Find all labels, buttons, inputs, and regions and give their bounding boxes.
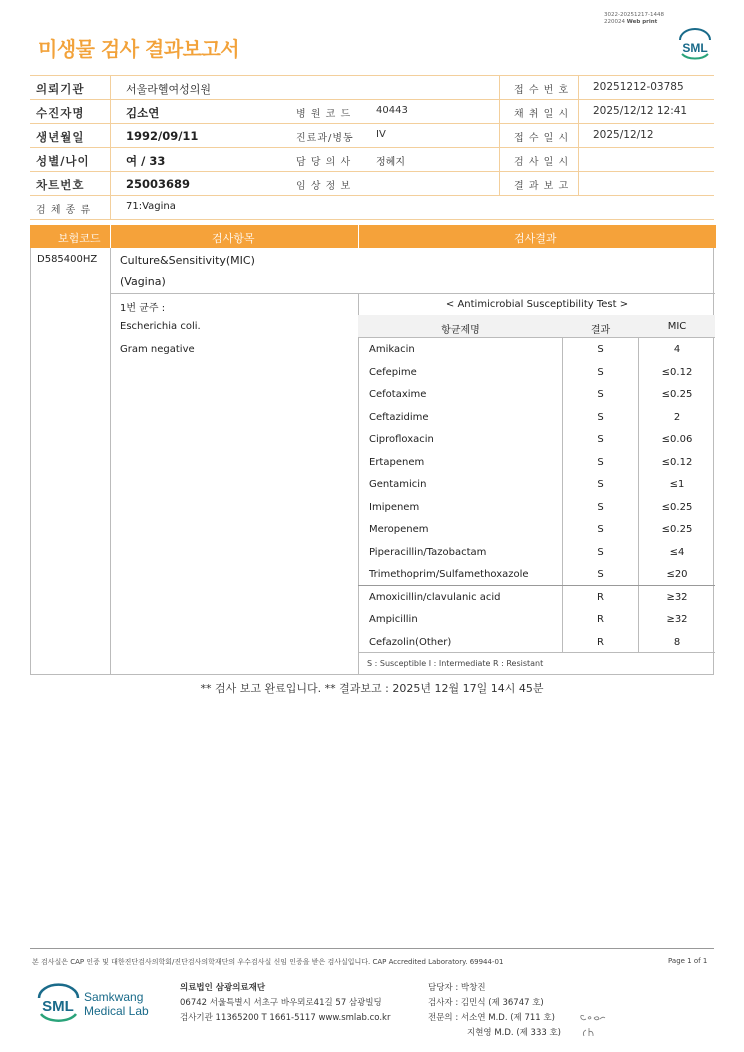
client-label: 의뢰기관 (36, 82, 85, 96)
head-test-result: 검사결과 (514, 232, 557, 245)
logo-line2: Medical Lab (84, 1004, 149, 1018)
organism-name: Escherichia coli. (120, 321, 201, 332)
drug-name: Cefazolin(Other) (369, 636, 452, 648)
report-label: 결 과 보 고 (514, 181, 570, 192)
patient-label: 수진자명 (36, 106, 85, 120)
drug-result: R (597, 591, 604, 603)
dob-label: 생년월일 (36, 130, 85, 144)
patient-info-table (30, 75, 714, 220)
doctor-label: 담 당 의 사 (296, 157, 352, 168)
drug-mic: ≤1 (669, 479, 685, 490)
drug-mic: ≤0.25 (661, 389, 693, 400)
drug-name: Ceftazidime (369, 411, 429, 423)
logo-line1: Samkwang (84, 990, 144, 1004)
drug-row (359, 586, 715, 609)
drug-mic: ≥32 (666, 614, 688, 625)
drug-result: S (597, 344, 604, 355)
sml-logo-icon (676, 28, 714, 60)
page-title: 미생물 검사 결과보고서 (38, 37, 240, 61)
staff-specialist1: 전문의 : 서소연 M.D. (제 711 호) (428, 1013, 555, 1023)
doctor-value: 정혜지 (376, 157, 405, 168)
cap-accreditation-text: 본 검사실은 CAP 인증 및 대한진단검사의학회/진단검사의학재단의 우수검사실 신임 인증을 받은 검사실입니다. CAP Accredited Laboratory. 69944-01 (32, 958, 504, 966)
drug-name: Ampicillin (369, 614, 418, 625)
doc-code-line1: 3022-20251217-1448 (604, 12, 664, 18)
chart-label: 차트번호 (36, 178, 85, 192)
org-name: 의료법인 삼광의료재단 (180, 983, 266, 993)
drug-row (359, 608, 715, 631)
received-label: 접 수 일 시 (514, 133, 570, 144)
col-mic-header: MIC (667, 321, 687, 332)
drug-result: S (597, 501, 604, 513)
dept-value: IV (376, 129, 386, 140)
drug-mic: ≤0.25 (661, 501, 693, 513)
test-item-specimen: (Vagina) (120, 275, 166, 288)
samkwang-logo-icon (36, 980, 156, 1026)
drug-result: S (597, 479, 604, 490)
hospital-code-value: 40443 (376, 105, 408, 116)
drug-result: S (597, 456, 604, 468)
info-row-chart (30, 172, 714, 196)
drug-row (359, 473, 715, 496)
drug-row (359, 428, 715, 451)
drug-row (359, 451, 715, 474)
drug-name: Amikacin (369, 344, 415, 355)
organization-info (180, 981, 390, 1026)
drug-row (359, 631, 715, 654)
drug-result: S (597, 411, 604, 423)
head-test-item: 검사항목 (212, 232, 255, 245)
gram-stain: Gram negative (120, 344, 195, 355)
drug-result: S (597, 524, 604, 535)
dob-value: 1992/09/11 (126, 129, 199, 143)
document-code (604, 12, 664, 26)
result-table-header (30, 225, 716, 248)
drug-name: Cefotaxime (369, 389, 427, 400)
drug-mic: 8 (673, 636, 681, 648)
receipt-no-label: 접 수 번 호 (514, 85, 570, 96)
footer-divider (30, 948, 714, 949)
staff-info (428, 981, 561, 1041)
logo-sml-text: SML (42, 998, 74, 1015)
drug-result: R (597, 614, 604, 625)
info-row-specimen (30, 196, 714, 220)
drug-name: Ciprofloxacin (369, 434, 434, 445)
test-item-name: Culture&Sensitivity(MIC) (120, 254, 255, 267)
drug-name: Cefepime (369, 366, 417, 378)
drug-name: Amoxicillin/clavulanic acid (369, 591, 501, 603)
hospital-code-label: 병 원 코 드 (296, 109, 352, 120)
info-row-sex-age (30, 148, 714, 172)
received-value: 2025/12/12 (593, 129, 654, 141)
patient-value: 김소연 (126, 106, 160, 120)
drug-result: S (597, 434, 604, 445)
drug-result: S (597, 546, 604, 558)
drug-row (359, 361, 715, 384)
web-print-tag: Web print (626, 19, 658, 25)
drug-mic: ≤0.06 (661, 434, 693, 445)
drug-name: Piperacillin/Tazobactam (369, 546, 487, 558)
drug-mic: ≤20 (666, 569, 688, 580)
drug-row (359, 496, 715, 519)
drug-row (359, 518, 715, 541)
col-result-header: 결과 (590, 325, 611, 336)
col-drug-header: 항균제명 (441, 325, 480, 336)
staff-tester: 검사자 : 김민식 (제 36747 호) (428, 998, 544, 1008)
page-number: Page 1 of 1 (668, 957, 708, 965)
drug-result: S (597, 569, 604, 580)
drug-name: Trimethoprim/Sulfamethoxazole (369, 569, 529, 580)
test-date-label: 검 사 일 시 (514, 157, 570, 168)
result-table (30, 225, 714, 675)
org-address: 06742 서울특별시 서초구 바우뫼로41길 57 삼광빌딩 (180, 998, 382, 1008)
dept-label: 진료과/병동 (296, 133, 354, 144)
drug-mic: 2 (673, 411, 681, 423)
receipt-no-value: 20251212-03785 (593, 81, 684, 93)
drug-name: Imipenem (369, 501, 420, 513)
sex-age-value: 여 / 33 (126, 154, 166, 168)
specimen-value: 71:Vagina (126, 201, 176, 212)
drug-mic: ≤0.12 (661, 456, 693, 468)
head-insurance-code: 보험코드 (58, 232, 101, 245)
drug-row (359, 338, 715, 361)
ast-title: < Antimicrobial Susceptibility Test > (445, 299, 629, 310)
staff-specialist2: 지현영 M.D. (제 333 호) (467, 1028, 562, 1038)
report-complete-note: ** 검사 보고 완료입니다. ** 결과보고 : 2025년 12월 17일 14시 45분 (200, 682, 544, 695)
susceptibility-legend: S : Susceptible I : Intermediate R : Resistant (367, 659, 544, 668)
org-contact: 검사기관 11365200 T 1661-5117 www.smlab.co.kr (180, 1013, 391, 1023)
drug-mic: ≤4 (669, 546, 685, 558)
drug-result: R (597, 636, 604, 648)
info-row-patient (30, 100, 714, 124)
info-row-dob (30, 124, 714, 148)
chart-value: 25003689 (126, 177, 191, 191)
drug-row (359, 541, 715, 564)
drug-mic: ≤0.25 (661, 524, 693, 535)
doc-code-number: 220024 (604, 19, 625, 25)
drug-row (359, 406, 715, 429)
client-value: 서울라헬여성의원 (126, 83, 212, 96)
info-row-client (30, 76, 714, 100)
drug-name: Ertapenem (369, 456, 425, 468)
staff-manager: 담당자 : 박창진 (428, 983, 486, 993)
drug-name: Gentamicin (369, 479, 427, 490)
drug-name: Meropenem (369, 524, 429, 535)
drug-result: S (597, 389, 604, 400)
drug-result: S (597, 366, 604, 378)
drug-mic: ≤0.12 (661, 366, 693, 378)
drug-row (359, 563, 715, 586)
specimen-label: 검 체 종 류 (36, 205, 92, 216)
insurance-code: D585400HZ (37, 254, 98, 265)
strain-label: 1번 균주 : (120, 303, 166, 314)
collect-value: 2025/12/12 12:41 (593, 105, 688, 117)
signature-icon (578, 1010, 608, 1040)
sex-age-label: 성별/나이 (36, 154, 90, 168)
collect-label: 채 취 일 시 (514, 109, 570, 120)
drug-mic: 4 (673, 344, 681, 355)
drug-row (359, 383, 715, 406)
clinical-label: 임 상 정 보 (296, 181, 352, 192)
drug-mic: ≥32 (666, 591, 688, 603)
logo-text: SML (682, 41, 708, 55)
